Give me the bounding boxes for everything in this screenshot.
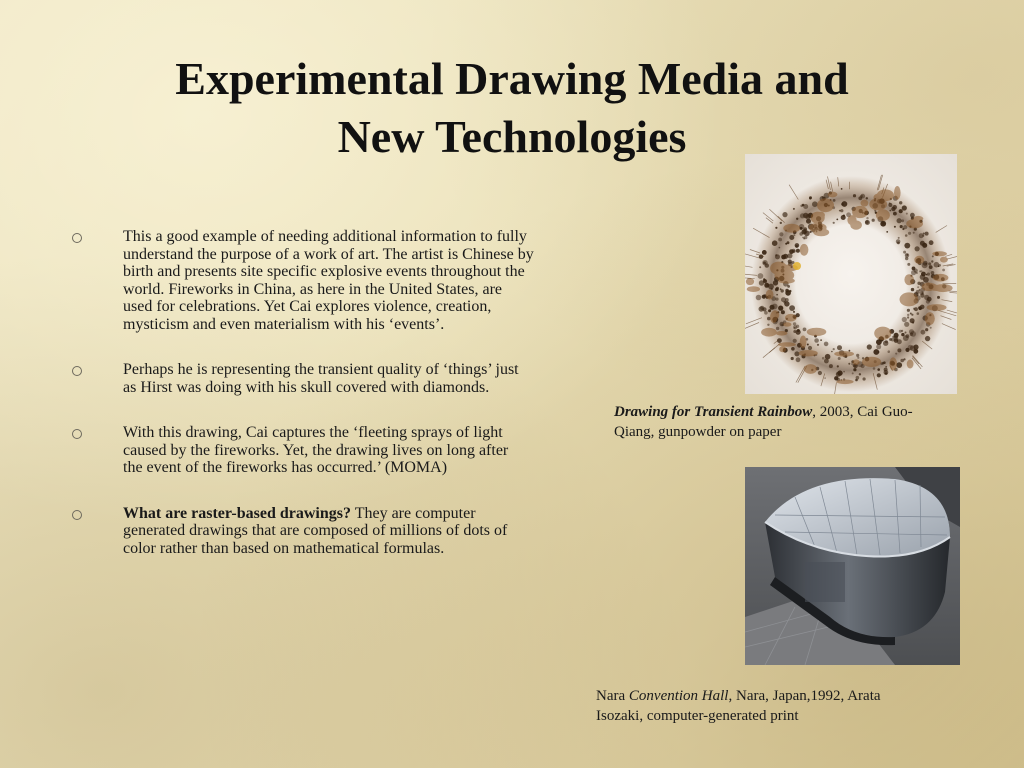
circle-bullet-icon: [72, 366, 82, 376]
gunpowder-drawing-image: [745, 154, 957, 394]
slide-title-line-2: New Technologies: [337, 111, 687, 162]
bullet-text: Perhaps he is representing the transient quality of ‘things’ just as Hirst was doing with his skull covered with diamonds.: [123, 361, 519, 396]
artwork-caption-2: [596, 686, 926, 726]
bullet-text: This a good example of needing additional information to fully understand the purpose of a work of art. The artist is Chinese by birth and presents site specific explosive events throughout the world. Fireworks in China, as here in the United States, are used for celebrations. Yet Cai explores violence, creation, mysticism and even materialism with his ‘events’.: [123, 228, 534, 333]
bullet-text: They are computer generated drawings that are composed of millions of dots of color rather than based on mathematical formulas.: [123, 504, 508, 557]
bullet-item: [72, 228, 535, 333]
slide-title: [112, 50, 912, 166]
bullet-item: [72, 505, 528, 558]
bullet-text: With this drawing, Cai captures the ‘fleeting sprays of light caused by the fireworks. Yet, the drawing lives on long after the event of the fireworks has occurred.’ (MOMA): [123, 424, 509, 476]
artwork-caption-prefix: Nara: [596, 688, 629, 704]
convention-hall-image: [745, 467, 960, 665]
circle-bullet-icon: [72, 233, 82, 243]
artwork-title: Convention Hall: [628, 688, 729, 704]
artwork-caption-1: [614, 402, 924, 442]
artwork-details: , 2003, Cai Guo-Qiang, gunpowder on paper: [614, 404, 913, 440]
circle-bullet-icon: [72, 429, 82, 439]
bullet-item: [72, 361, 528, 396]
artwork-details: , Nara, Japan,1992, Arata Isozaki, computer-generated print: [596, 688, 881, 724]
bullet-strong-text: What are raster-based drawings?: [123, 504, 351, 522]
bullet-list: [72, 228, 542, 585]
slide-title-line-1: Experimental Drawing Media and: [175, 53, 849, 104]
bullet-item: [72, 424, 528, 477]
circle-bullet-icon: [72, 510, 82, 520]
artwork-title: Drawing for Transient Rainbow: [614, 404, 813, 420]
